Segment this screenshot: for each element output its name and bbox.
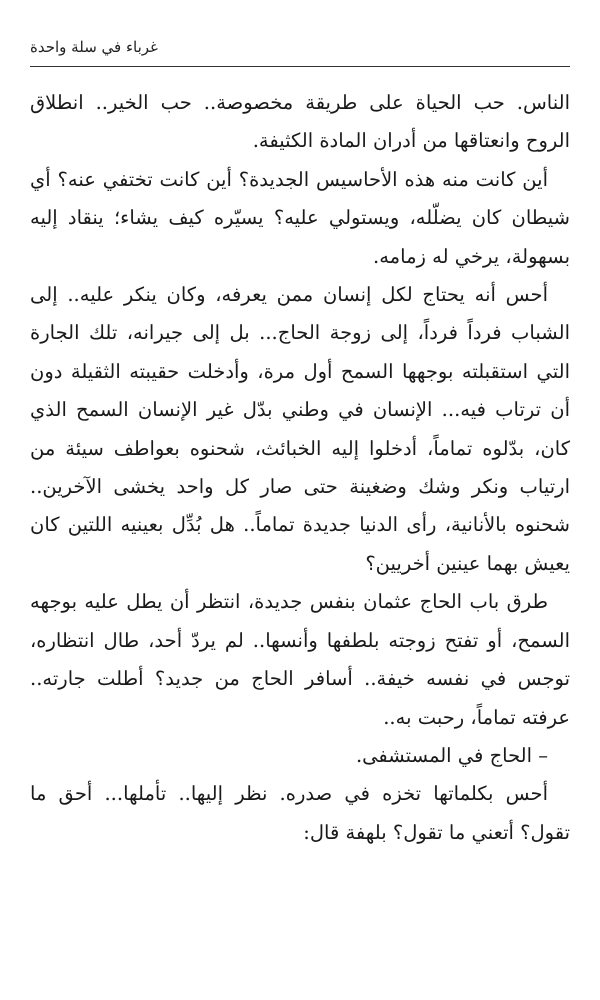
book-title: غرباء في سلة واحدة bbox=[30, 38, 158, 56]
paragraph: أحس أنه يحتاج لكل إنسان ممن يعرفه، وكان ينكر عليه.. إلى الشباب فرداً فرداً، إلى زوجة الحاج... بل إلى جيرانه، تلك الجارة التي استقبلته بوجهها السمح أول مرة، وأدخلت حقيبته الثقيلة دون أن ترتاب فيه... الإنسان في وطني بدّل غير الإنسان السمح الذي كان، بدّلوه تماماً، أدخلوا إليه الخبائث، شحنوه بعواطف سيئة من ارتياب ونكر وشك وضغينة حتى صار كل واحد يخشى الآخرين.. شحنوه بالأنانية، رأى الدنيا جديدة تماماً.. هل بُدِّل بعينيه اللتين كان يعيش بهما عينين أخريين؟ bbox=[30, 283, 570, 575]
paragraph-continued: الناس. حب الحياة على طريقة مخصوصة.. حب الخير.. انطلاق الروح وانعتاقها من أدران المادة الكثيفة. bbox=[30, 91, 570, 153]
paragraph: أحس بكلماتها تخزه في صدره. نظر إليها.. تأملها... أحق ما تقول؟ أتعني ما تقول؟ بلهفة قال: bbox=[30, 782, 570, 844]
paragraph: طرق باب الحاج عثمان بنفس جديدة، انتظر أن يطل عليه بوجهه السمح، أو تفتح زوجته بلطفها وأنسها.. لم يردّ أحد، طال انتظاره، توجس في نفسه خيفة.. أسافر الحاج من جديد؟ أطلت جارته.. عرفته تماماً، رحبت به.. bbox=[30, 590, 570, 729]
running-header bbox=[30, 34, 570, 67]
body-text bbox=[30, 84, 570, 852]
paragraph: أين كانت منه هذه الأحاسيس الجديدة؟ أين كانت تختفي عنه؟ أي شيطان كان يضلّله، ويستولي عليه؟ يسيّره كيف يشاء؛ ينقاد إليه بسهولة، يرخي له زمامه. bbox=[30, 167, 570, 268]
dialogue-line: – الحاج في المستشفى. bbox=[355, 743, 548, 767]
